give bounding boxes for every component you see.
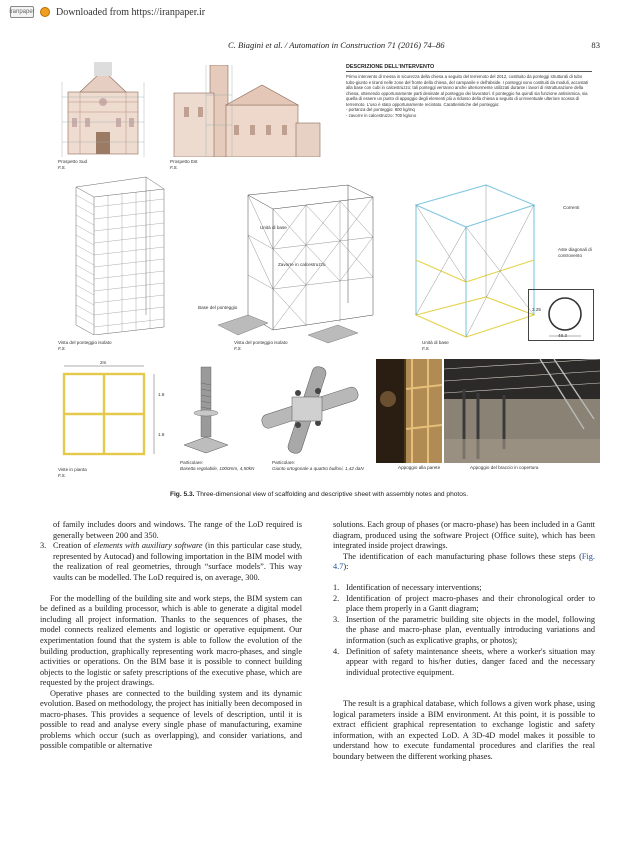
plan-dim-side-1: 1.8 [158, 392, 165, 397]
detail-coupler-caption: Particolare: Giunto ortogonale a quattro bulloni, 1,42 daN [272, 460, 364, 471]
watermark-orb-icon [40, 7, 50, 17]
page-number: 83 [591, 40, 600, 50]
plan-view-drawing [54, 362, 164, 468]
paragraph: For the modelling of the building site and work steps, the BIM system can be defined as a building processor, which is able to generate a digital model including all project information. Thanks to the sequences of phases, the model connects realized elements and logistic or operative equipment. Our experimentation found that the system is able to follow the evolution of the building production, graphically representing work macro-phases, and single activities or operations. On the BIM base it is possible to connect building objects to the logistic or safety prescriptions of the executive phase, which are requested by the project drawings. [40, 593, 302, 688]
detail-base-caption: Particolare: Basetta regolabile, 1000mm, 4,50kN [180, 460, 255, 471]
paragraph: The identification of each manufacturing phase follows these steps (Fig. 4.7): [333, 551, 595, 572]
south-elevation-caption: Prospetto Sud F.S. [58, 159, 88, 170]
paragraph: Operative phases are connected to the building system and its dynamic evolution. Based on methodology, the project has initially been decomposed in macro-phases. This provides a sequence of levels of description, until it is possible to read and analyse every single phase of manufacturing, examine problems which occur (such as overlapping), and consider variations, and possible compatible or alternative [40, 688, 302, 751]
list-item: 1. Identification of necessary interventions; [333, 583, 482, 593]
download-watermark [10, 4, 205, 20]
list-item: 4. Definition of safety maintenance sheets, where a worker's situation may appear with regard to his/her duties, danger faced and the necessary individual protective equipment. [333, 646, 595, 677]
description-box [340, 61, 598, 171]
description-body: Primo intervento di messa in sicurezza della chiesa a seguito del terremoto del 2012, costituito da ponteggi strutturali di tubo tubo-giunto e tiranti nelle zone del fronte della chiesa, del campanile e dell'abside. I ponteggi sono costituiti da moduli, accostati alla base con cubi in calcestruzzo; tali ponteggi verranno anche ulteriormente utilizzati durante i lavori di ristrutturazione della chiesa, ottenendo opportunamente parti desinate al ponteggio dei lavoratori. Il ponteggio ha quindi sia funzione antisismica, sia quella di essere un punto di appoggio degli elementi più a ridosso della chiesa a seguito di un'eventuale ulteriore scossa di terremoto. L'uso è stato opportunamente recintato. Caratteristiche del ponteggio: [346, 74, 589, 107]
south-elevation-drawing [60, 62, 146, 158]
label-unit: Unità di base [260, 225, 287, 230]
figure-reference-link[interactable]: Fig. 4.7 [333, 551, 595, 572]
description-spec-2: - zavorre in calcestruzzo: 700 kg/uno [346, 112, 417, 118]
coupler-detail [254, 363, 364, 459]
figure-5-3 [38, 57, 602, 485]
plan-dim-top: 2m [100, 360, 107, 365]
figure-caption-text: Three-dimensional view of scaffolding and descriptive sheet with assembly notes and photos. [194, 491, 469, 498]
photo-2-caption: Appoggio del braccio in copertura [470, 465, 539, 470]
description-title: DESCRIZIONE DELL'INTERVENTO [346, 64, 592, 72]
adjustable-base-detail [178, 363, 234, 459]
paragraph: The result is a graphical database, which follows a given work phase, using logical parameters inside a BIM environment. At this point, it is possible to extract efficient graphical representation to exchange logistic and safety information, with an expected LoD. A 3D-4D model makes it possible to understand how to execute fundamental procedures and clarifies the real boundary between the different working phases. [333, 699, 595, 761]
scaffold-isolated-drawing [46, 175, 196, 335]
east-elevation-caption: Prospetto Est F.S. [170, 159, 198, 170]
photo-wall-support [376, 359, 442, 463]
dim-diameter: 48.3 [558, 333, 567, 338]
figure-caption [0, 491, 638, 498]
base-unit-caption: Unità di base F.S. [422, 340, 449, 351]
label-base: Base del ponteggio [198, 305, 238, 310]
base-unit-drawing [406, 175, 546, 345]
list-item: 3. Insertion of the parametric building site objects in the model, following the phase and macro-phase plan, eventually introducing variations and information (such as explicative graphs, or photos); [333, 614, 595, 645]
scaffold-cube-drawing [208, 175, 378, 345]
body-column-right [333, 520, 595, 762]
figure-caption-label: Fig. 5.3. [169, 491, 195, 498]
label-ballast: Zavorre in calcestruzzo [278, 262, 326, 267]
watermark-logo: iranpaper [10, 6, 34, 18]
running-head: C. Biagini et al. / Automation in Construction 71 (2016) 74–86 [228, 40, 445, 50]
photo-1-caption: Appoggio alla parete [398, 465, 441, 470]
cube-view-caption: Vista del ponteggio isolato F.S. [234, 340, 288, 351]
dim-thickness: 3.25 [532, 307, 541, 312]
scaffold-isolated-caption: Vista del ponteggio isolato F.S. [58, 340, 112, 351]
list-continuation: of family includes doors and windows. The range of the LoD required is generally between 200 and 350. [53, 520, 302, 540]
list-item-3: 3. Creation of elements with auxiliary software (in this particular case study, represented by Autocad) and following importation in the BIM model with the realization of real geometries, through “surface models”. This way vaults can be modelled. The LoD required is, on average, 300. [40, 541, 302, 582]
watermark-text: Downloaded from https://iranpaper.ir [56, 6, 206, 18]
east-elevation-drawing [170, 65, 322, 157]
list-item: 2. Identification of project macro-phases and their chronological order to place them properly in a Gantt diagram; [333, 593, 595, 614]
body-column-left [40, 520, 302, 752]
label-diagonals: Aste diagonali di controvento [558, 247, 592, 258]
plan-dim-side-2: 1.8 [158, 432, 165, 437]
paragraph: solutions. Each group of phases (or macro-phase) has been included in a Gantt diagram, produced using the software Project (Office suite), which has been integrated inside project drawings. [333, 520, 595, 551]
photo-roof-support [444, 359, 600, 463]
label-posts: Correnti [563, 205, 580, 210]
description-spec-1: - portanza del ponteggio: 800 kg/mq [346, 107, 415, 112]
plan-view-caption: Viste in pianta F.S. [58, 467, 87, 478]
